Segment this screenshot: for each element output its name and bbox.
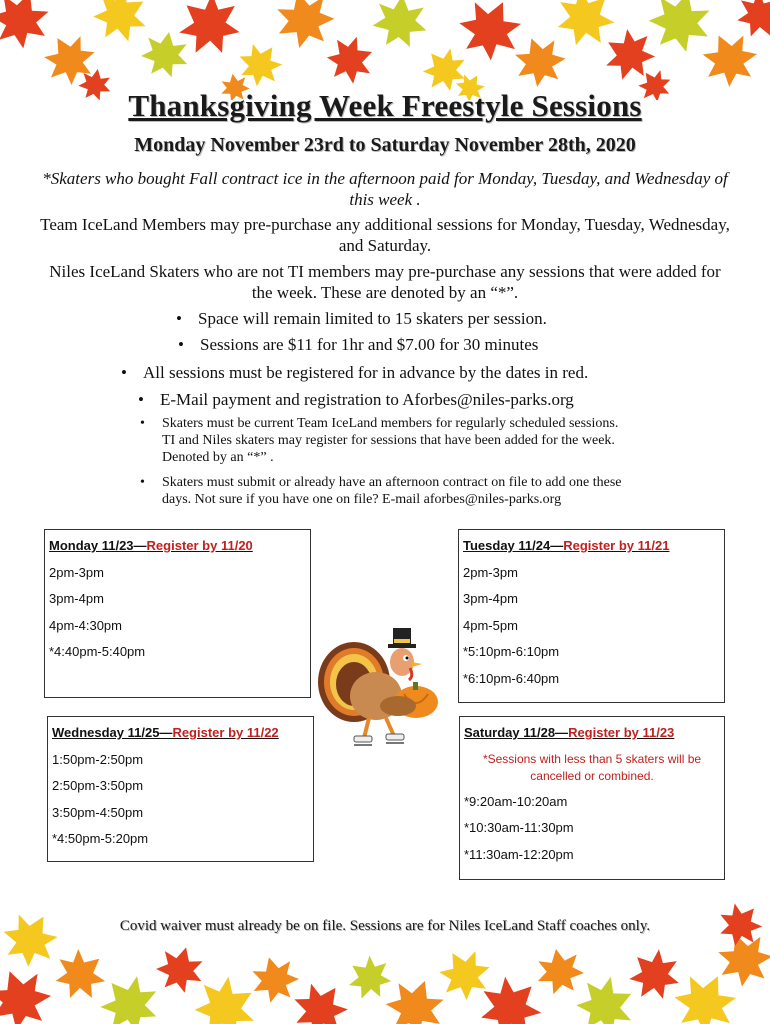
saturday-session: *10:30am-11:30pm	[464, 820, 574, 835]
tuesday-heading	[463, 538, 669, 553]
membership-line-1: • Skaters must be current Team IceLand members for regularly scheduled sessions.	[162, 416, 619, 431]
wednesday-deadline: Register by 11/22	[172, 725, 279, 740]
saturday-heading	[464, 725, 674, 740]
saturday-session: *11:30am-12:20pm	[464, 847, 574, 862]
ti-members-paragraph: Team IceLand Members may pre-purchase any additional sessions for Monday, Tuesday, Wednesday, and Saturday.	[40, 215, 730, 255]
space-limit-bullet: • Space will remain limited to 15 skaters per session.	[198, 308, 547, 329]
tuesday-day: Tuesday 11/24—	[463, 538, 564, 553]
tuesday-session: 2pm-3pm	[463, 565, 518, 580]
monday-deadline: Register by 11/20	[146, 538, 253, 553]
tuesday-session: *5:10pm-6:10pm	[463, 644, 560, 659]
wednesday-heading	[52, 725, 279, 740]
footer-note: Covid waiver must already be on file. Sessions are for Niles IceLand Staff coaches only.	[119, 918, 651, 934]
tuesday-session: 4pm-5pm	[463, 618, 518, 633]
wednesday-session: 1:50pm-2:50pm	[52, 752, 144, 767]
tuesday-session: *6:10pm-6:40pm	[463, 671, 560, 686]
wednesday-session: 3:50pm-4:50pm	[52, 805, 144, 820]
register-advance-bullet: • All sessions must be registered for in advance by the dates in red.	[143, 362, 588, 383]
wednesday-session: 2:50pm-3:50pm	[52, 778, 144, 793]
contract-line-1: • Skaters must submit or already have an afternoon contract on file to add one these	[162, 475, 622, 490]
saturday-cancellation-note: *Sessions with less than 5 skaters will be cancelled or combined.	[482, 752, 702, 783]
contract-requirement-bullet	[162, 474, 622, 508]
niles-skaters-paragraph: Niles IceLand Skaters who are not TI members may pre-purchase any sessions that were added for the week. These are denoted by an “*”.	[49, 262, 721, 302]
contract-note: *Skaters who bought Fall contract ice in the afternoon paid for Monday, Tuesday, and Wednesday of this week .	[42, 169, 728, 209]
monday-session: 2pm-3pm	[49, 565, 104, 580]
monday-schedule-box	[44, 529, 311, 698]
membership-line-2: TI and Niles skaters may register for sessions that have been added for the week.	[162, 433, 615, 448]
monday-heading	[49, 538, 253, 553]
monday-session: 3pm-4pm	[49, 591, 104, 606]
wednesday-session: *4:50pm-5:20pm	[52, 831, 149, 846]
autumn-leaves-top	[0, 0, 770, 100]
contract-line-2: days. Not sure if you have one on file? E-mail aforbes@niles-parks.org	[162, 492, 562, 507]
tuesday-deadline: Register by 11/21	[563, 538, 670, 553]
wednesday-schedule-box	[47, 716, 314, 862]
page-subtitle: Monday November 23rd to Saturday November 28th, 2020	[134, 134, 636, 156]
monday-day: Monday 11/23—	[49, 538, 147, 553]
session-price-bullet: • Sessions are $11 for 1hr and $7.00 for 30 minutes	[200, 334, 538, 355]
email-registration-bullet: • E-Mail payment and registration to Aforbes@niles-parks.org	[160, 389, 574, 410]
membership-requirement-bullet	[162, 415, 618, 466]
tuesday-session: 3pm-4pm	[463, 591, 518, 606]
page-title: Thanksgiving Week Freestyle Sessions	[128, 88, 642, 123]
membership-line-3: Denoted by an “*” .	[162, 450, 274, 465]
saturday-deadline: Register by 11/23	[568, 725, 675, 740]
tuesday-schedule-box	[458, 529, 725, 703]
saturday-session: *9:20am-10:20am	[464, 794, 568, 809]
saturday-schedule-box	[459, 716, 725, 880]
pilgrim-turkey-illustration	[314, 620, 448, 750]
monday-session: *4:40pm-5:40pm	[49, 644, 146, 659]
monday-session: 4pm-4:30pm	[49, 618, 122, 633]
saturday-day: Saturday 11/28—	[464, 725, 569, 740]
wednesday-day: Wednesday 11/25—	[52, 725, 173, 740]
